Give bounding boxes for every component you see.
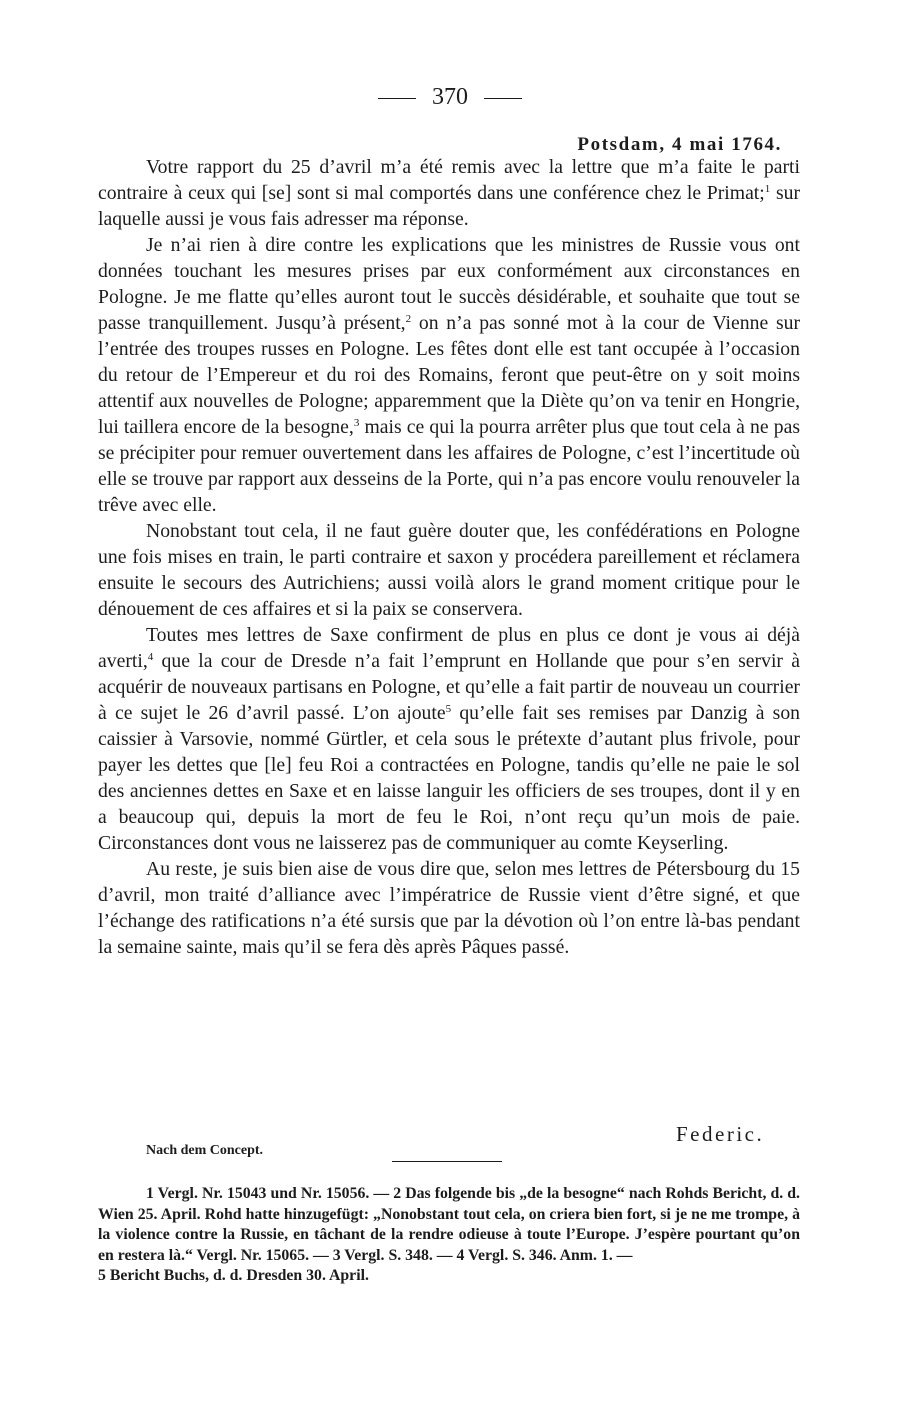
letter-signature: Federic. bbox=[676, 1122, 765, 1146]
text-run: Au reste, je suis bien aise de vous dire que, selon mes lettres de Pétersbourg du 15 d’avril, mon traité d’alliance avec l’impératrice de Russie vient d’être signé, et que l’échange des ratifications n’a été sursis que par la dévotion où l’on entre là-bas pendant la semaine sainte, mais qu’il se fera dès après Pâques passé. bbox=[98, 858, 800, 958]
text-run: Toutes mes lettres de Saxe confirment de plus en plus ce dont je vous ai déjà averti, bbox=[98, 624, 800, 672]
page-header bbox=[0, 84, 900, 111]
letter-paragraph bbox=[98, 622, 800, 856]
text-run: Votre rapport du 25 d’avril m’a été remis avec la lettre que m’a faite le parti contraire à ceux qui [se] sont si mal comportés dans une conférence chez le Primat; bbox=[98, 156, 800, 204]
letter-paragraph bbox=[98, 856, 800, 960]
text-run: mais ce qui la pourra arrêter plus que tout cela à ne pas se précipiter pour remuer ouvertement dans les affaires de Pologne, c’est l’incertitude où elle se trouve par rapport aux desseins de la Porte, qui n’a pas encore voulu renouveler la trêve avec elle. bbox=[98, 416, 800, 516]
footnote-marker: 5 bbox=[445, 703, 452, 715]
footnote-marker: 4 bbox=[147, 651, 154, 663]
text-run: Nonobstant tout cela, il ne faut guère douter que, les confédérations en Pologne une fois mises en train, le parti contraire et saxon y procédera pareillement et réclamera ensuite le secours des Autrichiens; aussi voilà alors le grand moment critique pour le dénouement de ces affaires et si la paix se conservera. bbox=[98, 520, 800, 620]
footnote-block: 5 Bericht Buchs, d. d. Dresden 30. April. bbox=[98, 1267, 369, 1284]
footnotes bbox=[98, 1184, 800, 1287]
letter-paragraph bbox=[98, 232, 800, 518]
footnote-block: 1 Vergl. Nr. 15043 und Nr. 15056. — 2 Das folgende bis „de la besogne“ nach Rohds Bericht, d. d. Wien 25. April. Rohd hatte hinzugefügt: „Nonobstant tout cela, on criera bien fort, si je ne me trompe, à la violence contre la Russie, en tâchant de la rendre odieuse à toute l’Europe. J’espère pourtant qu’on en restera là.“ Vergl. Nr. 15065. — 3 Vergl. S. 348. — 4 Vergl. S. 346. Anm. 1. — bbox=[98, 1185, 800, 1264]
footnote-separator bbox=[392, 1161, 502, 1162]
text-run: que la cour de Dresde n’a fait l’emprunt en Hollande que pour s’en servir à acquérir de nouveaux partisans en Pologne, et qu’elle a fait partir de nouveau un courrier à ce sujet le 26 d’avril passé. L’on ajoute bbox=[98, 650, 800, 724]
footnote-marker: 1 bbox=[764, 183, 771, 195]
letter-paragraph bbox=[98, 154, 800, 232]
text-run: qu’elle fait ses remises par Danzig à son caissier à Varsovie, nommé Gürtler, et cela sous le prétexte d’autant plus frivole, pour payer les dettes que [le] feu Roi a contractées en Pologne, tandis qu’elle ne paie le sol des anciennes dettes en Saxe et en laisse languir les officiers de ses troupes, dont il y en a beaucoup qui, depuis la mort de feu le Roi, n’ont reçu qu’un mois de paie. Circonstances dont vous ne laisserez pas de communiquer au comte Keyserling. bbox=[98, 702, 801, 854]
letter-paragraph bbox=[98, 518, 800, 622]
header-rule-right bbox=[484, 98, 522, 99]
page-number: 370 bbox=[432, 84, 468, 110]
letter-body bbox=[98, 154, 800, 960]
text-run: Je n’ai rien à dire contre les explications que les ministres de Russie vous ont données touchant les mesures prises par eux conformément aux circonstances en Pologne. Je me flatte qu’elles auront tout le succès désidérable, et souhaite que tout se passe tranquillement. Jusqu’à présent, bbox=[98, 234, 800, 334]
footnote-marker: 3 bbox=[353, 417, 360, 429]
text-run: sur laquelle aussi je vous fais adresser ma réponse. bbox=[98, 182, 801, 230]
letter-dateline: Potsdam, 4 mai 1764. bbox=[577, 134, 782, 155]
footnote-marker: 2 bbox=[405, 313, 412, 325]
header-rule-left bbox=[378, 98, 416, 99]
source-note: Nach dem Concept. bbox=[146, 1143, 264, 1158]
text-run: on n’a pas sonné mot à la cour de Vienne sur l’entrée des troupes russes en Pologne. Les fêtes dont elle est tant occupée à l’occasion du retour de l’Empereur et du roi des Romains, feront que peut-être on y soit moins attentif aux nouvelles de Pologne; apparemment que la Diète qu’on va tenir en Hongrie, lui taillera encore de la besogne, bbox=[98, 312, 801, 438]
